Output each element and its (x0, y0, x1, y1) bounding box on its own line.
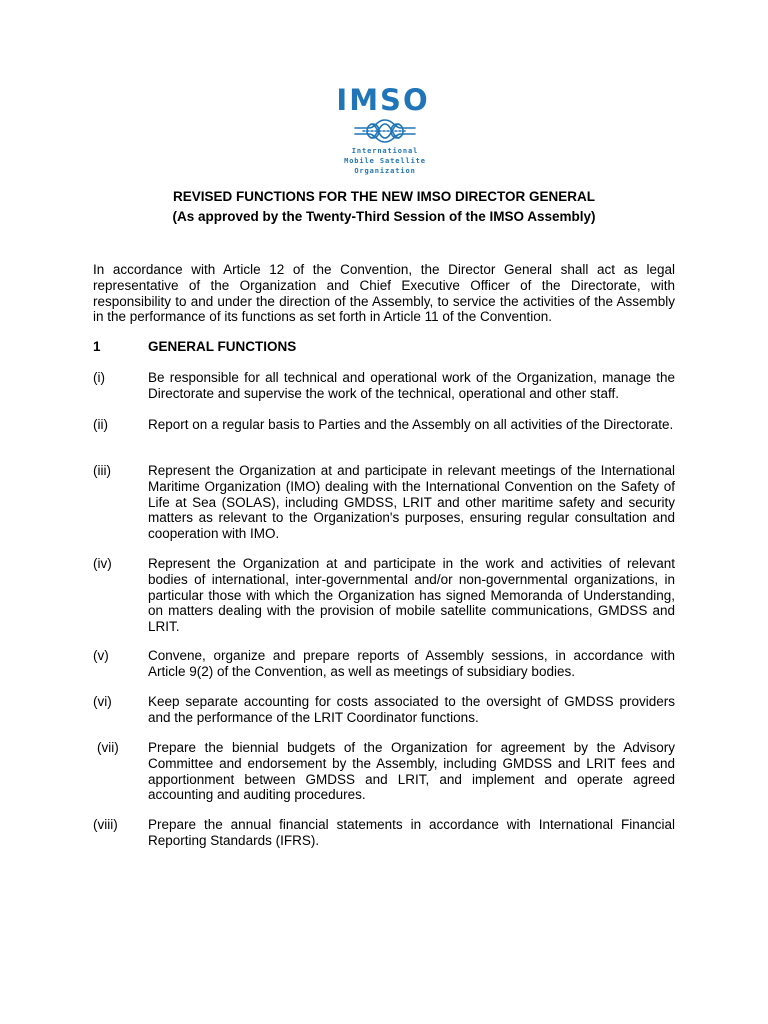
item-text: Convene, organize and prepare reports of Assembly sessions, in accordance with Article 9(2) of the Convention, as well as meetings of subsidiary bodies. (148, 648, 675, 679)
item-number: (iii) (93, 463, 111, 478)
item-text: Report on a regular basis to Parties and the Assembly on all activities of the Directorate. (148, 417, 674, 432)
logo-subtitle-line3: Organization (354, 167, 416, 175)
logo-subtitle-line2: Mobile Satellite (344, 157, 426, 165)
list-item (93, 740, 675, 803)
list-item (93, 463, 675, 542)
list-item (93, 694, 675, 726)
item-number: (ii) (93, 417, 108, 432)
knot-icon (353, 116, 417, 146)
intro-paragraph: In accordance with Article 12 of the Convention, the Director General shall act as legal representative of the Organization and Chief Executive Officer of the Directorate, with responsibility to and under the direction of the Assembly, to service the activities of the Assembly in the performance of its functions as set forth in Article 11 of the Convention. (93, 262, 675, 325)
list-item (93, 370, 675, 402)
document-title: REVISED FUNCTIONS FOR THE NEW IMSO DIRECTOR GENERAL (172, 189, 596, 204)
item-text: Represent the Organization at and participate in the work and activities of relevant bodies of international, inter-governmental and/or non-governmental organizations, in particular those with which the Organization has signed Memoranda of Understanding, on matters dealing with the provision of mobile satellite communications, GMDSS and LRIT. (148, 556, 675, 635)
section-title: GENERAL FUNCTIONS (148, 339, 297, 354)
imso-logo (335, 85, 435, 176)
logo-title: IMSO (336, 83, 430, 117)
item-number: (vi) (93, 694, 112, 709)
item-number: (vii) (97, 740, 119, 755)
item-number: (i) (93, 370, 105, 385)
item-text: Be responsible for all technical and operational work of the Organization, manage the Directorate and supervise the work of the technical, operational and other staff. (148, 370, 675, 401)
logo-subtitle-line1: International (351, 147, 419, 155)
item-text: Represent the Organization at and participate in relevant meetings of the International Maritime Organization (IMO) dealing with the International Convention on the Safety of Life at Sea (SOLAS), including GMDSS, LRIT and other maritime safety and security matters as relevant to the Organization's purposes, ensuring regular consultation and cooperation with IMO. (148, 463, 675, 542)
document-subtitle: (As approved by the Twenty-Third Session of the IMSO Assembly) (172, 209, 596, 224)
list-item (93, 556, 675, 635)
section-number: 1 (93, 339, 101, 354)
item-text: Prepare the biennial budgets of the Organization for agreement by the Advisory Committee and endorsement by the Assembly, including GMDSS and LRIT fees and apportionment between GMDSS and LRIT, and implement and operate agreed accounting and auditing procedures. (148, 740, 675, 803)
list-item (93, 648, 675, 680)
item-text: Keep separate accounting for costs associated to the oversight of GMDSS providers and the performance of the LRIT Coordinator functions. (148, 694, 675, 725)
list-item (93, 817, 675, 849)
item-number: (v) (93, 648, 109, 663)
item-number: (viii) (93, 817, 118, 832)
list-item (93, 417, 675, 433)
item-text: Prepare the annual financial statements in accordance with International Financial Reporting Standards (IFRS). (148, 817, 675, 848)
item-number: (iv) (93, 556, 112, 571)
